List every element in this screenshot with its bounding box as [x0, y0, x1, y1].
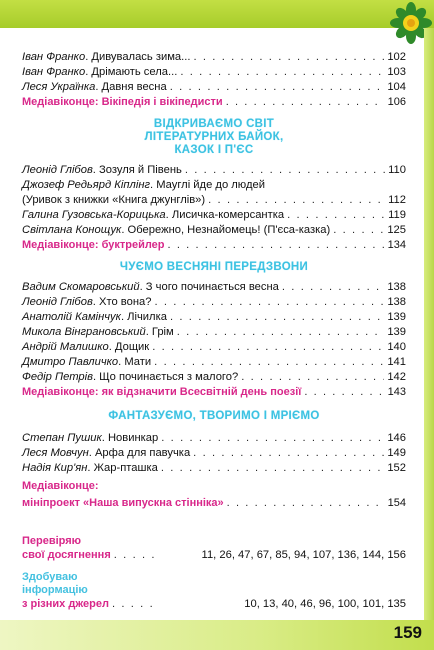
toc-entry-author: Анатолій Камінчук: [22, 311, 121, 323]
toc-entry-page: 139: [387, 311, 406, 323]
toc-entry: [22, 178, 406, 193]
toc-entry-title: . Дивувалась зима...: [85, 51, 191, 63]
toc-entry-author: Галина Гузовська-Корицька: [22, 209, 166, 221]
info-heading-line1: Здобуваю: [22, 571, 78, 583]
toc-entry-title: . З чого починається весна: [139, 281, 279, 293]
toc-entry-title: . Дрімають села...: [85, 66, 178, 78]
toc-group-4: [22, 431, 406, 476]
toc-entry-title: (Уривок з книжки «Книга джунглів»): [22, 194, 206, 206]
toc-entry-title: . Грім: [145, 326, 174, 338]
toc-entry-author: Леонід Глібов: [22, 164, 93, 176]
toc-entry-author: Леся Українка: [22, 81, 96, 93]
toc-entry: [22, 280, 406, 295]
toc-entry-title: . Арфа для павучка: [88, 447, 191, 459]
toc-entry-title: . Хто вона?: [92, 296, 152, 308]
toc-entry-title: . Лічилка: [120, 311, 167, 323]
toc-entry-author: Леонід Глібов: [22, 296, 93, 308]
toc-entry-title: . Мауглі йде до людей: [150, 179, 265, 191]
top-decor-bar: [0, 0, 434, 28]
toc-entry-title: . Жар-пташка: [87, 462, 158, 474]
toc-entry: [22, 431, 406, 446]
section-heading-fables: ВІДКРИВАЄМО СВІТ ЛІТЕРАТУРНИХ БАЙОК, КАЗОК І П'ЄС: [144, 118, 284, 156]
toc-entry-page: 125: [387, 224, 406, 236]
toc-entry: [22, 461, 406, 476]
toc-entry-title: . Що починається з малого?: [92, 371, 239, 383]
toc-entry-page: 140: [387, 341, 406, 353]
toc-entry: [22, 223, 406, 238]
toc-entry-author: Світлана Конощук: [22, 224, 122, 236]
toc-entry: [22, 446, 406, 461]
toc-entry-page: 152: [387, 462, 406, 474]
toc-group-2: [22, 163, 406, 238]
toc-entry-page: 119: [388, 209, 406, 221]
toc-entry: [22, 310, 406, 325]
toc-entry: [22, 208, 406, 223]
toc-entry-title: . Дощик: [108, 341, 150, 353]
media-entry-2: Медіавіконце: буктрейлер . . . 134: [22, 238, 406, 253]
toc-entry-page: 139: [387, 326, 406, 338]
toc-entry: [22, 325, 406, 340]
toc-entry-title: . Мати: [118, 356, 152, 368]
toc-entry-page: 102: [387, 51, 406, 63]
bottom-decor-bar: [0, 620, 434, 650]
toc-entry-page: 141: [387, 356, 406, 368]
toc-entry: [22, 50, 406, 65]
section-heading-spring: ЧУЄМО ВЕСНЯНІ ПЕРЕДЗВОНИ: [119, 261, 309, 273]
media-entry-4-heading: Медіавіконце:: [22, 480, 99, 492]
toc-entry-author: Іван Франко: [22, 66, 86, 78]
media-entry-3: Медіавіконце: як відзначити Всесвітній день поезії . . . 143: [22, 385, 406, 400]
toc-entry-page: 104: [387, 81, 406, 93]
toc-entry-page: 146: [387, 432, 406, 444]
section-heading-fantasy: ФАНТАЗУЄМО, ТВОРИМО І МРІЄМО: [108, 410, 320, 422]
toc-entry: [22, 65, 406, 80]
toc-entry: [22, 163, 406, 178]
toc-group-3: [22, 280, 406, 385]
info-entry: з різних джерел . . . 10, 13, 40, 46, 96, 100, 101, 135: [22, 597, 406, 612]
toc-entry: [22, 193, 406, 208]
toc-entry: [22, 295, 406, 310]
right-decor-bar: [424, 28, 434, 620]
toc-entry: [22, 340, 406, 355]
toc-entry-page: 142: [387, 371, 406, 383]
check-entry: свої досягнення . . . 11, 26, 47, 67, 85, 94, 107, 136, 144, 156: [22, 548, 406, 563]
toc-entry-author: Леся Мовчун: [22, 447, 89, 459]
toc-entry: [22, 355, 406, 370]
toc-entry-author: Федір Петрів: [22, 371, 93, 383]
info-heading-line2: інформацію: [22, 584, 88, 596]
toc-entry-title: . Новинкар: [101, 432, 159, 444]
media-entry-4: мініпроект «Наша випускна стінніка» . . . 154: [22, 496, 406, 511]
check-heading-line1: Перевіряю: [22, 535, 82, 547]
toc-entry-author: Андрій Малишко: [22, 341, 109, 353]
toc-entry-page: 112: [388, 194, 406, 206]
toc-entry-title: . Давня весна: [95, 81, 167, 93]
media-entry-1: Медіавіконце: Вікіпедія і вікіпедисти . . . 106: [22, 95, 406, 110]
toc-entry-page: 138: [387, 281, 406, 293]
toc-entry-page: 110: [388, 164, 406, 176]
toc-entry-author: Надія Кир'ян: [22, 462, 88, 474]
toc-entry-page: 103: [387, 66, 406, 78]
table-of-contents: [22, 50, 406, 612]
toc-entry: [22, 80, 406, 95]
toc-entry-title: . Зозуля й Півень: [92, 164, 182, 176]
toc-entry-author: Джозеф Редьярд Кіплінг: [22, 179, 150, 191]
toc-entry-title: . Лисичка-комерсантка: [165, 209, 285, 221]
toc-entry-page: 149: [387, 447, 406, 459]
toc-entry-author: Дмитро Павличко: [22, 356, 119, 368]
toc-entry-author: Микола Вінграновський: [22, 326, 146, 338]
toc-entry-title: . Обережно, Незнайомець! (П'єса-казка): [121, 224, 331, 236]
page-number: 159: [393, 623, 422, 642]
toc-entry-page: 138: [387, 296, 406, 308]
toc-group-1: [22, 50, 406, 95]
toc-entry-author: Вадим Скомаровський: [22, 281, 140, 293]
toc-entry: [22, 370, 406, 385]
toc-entry-author: Іван Франко: [22, 51, 86, 63]
toc-entry-author: Степан Пушик: [22, 432, 102, 444]
